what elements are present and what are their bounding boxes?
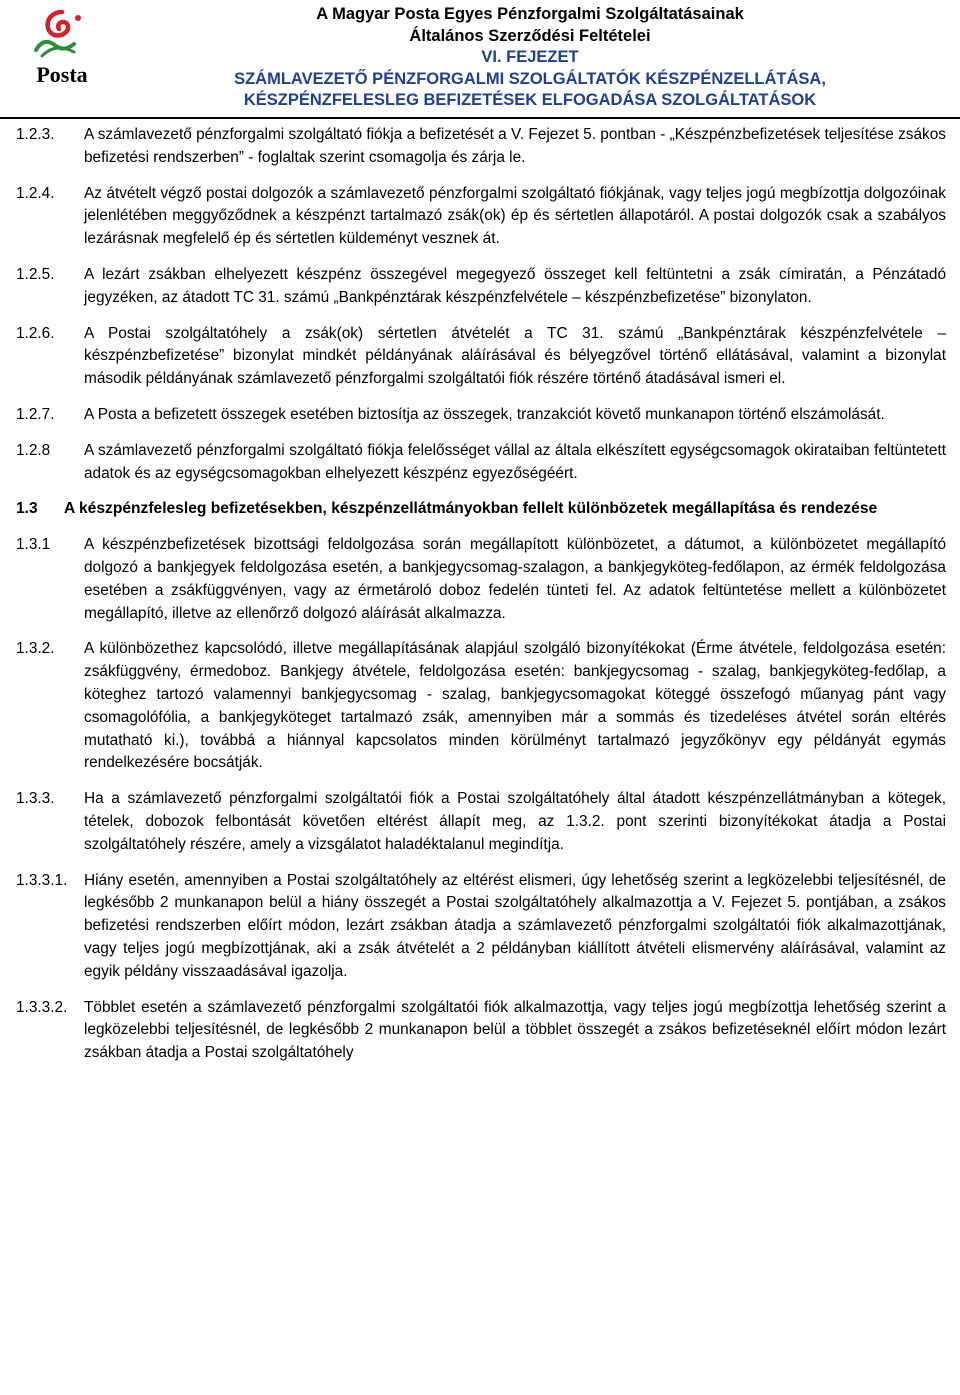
section-heading-1-3: [16, 498, 946, 521]
paragraph-number: 1.3.2.: [16, 640, 55, 658]
paragraph-1-2-5: [16, 264, 946, 310]
paragraph-text: A számlavezető pénzforgalmi szolgáltató fiókja a befizetését a V. Fejezet 5. pontban - „Készpénzbefizetések teljesítése zsákos befizetési rendszerben” - foglaltak szerint csomagolja és zárja le.: [84, 126, 946, 166]
paragraph-1-3-2: [16, 638, 946, 775]
paragraph-text: Ha a számlavezető pénzforgalmi szolgáltatói fiók a Postai szolgáltatóhely által átadott készpénzellátmányban a kötegek, tételek, dobozok felbontását követően eltérést állapít meg, az 1.3.2. pont szerinti bizonyítékokat átadja a Postai szolgáltatóhely részére, amely a vizsgálatot haladéktalanul megindítja.: [84, 790, 946, 853]
paragraph-number: 1.2.6.: [16, 324, 55, 342]
paragraph-number: 1.3.3.2.: [16, 998, 68, 1016]
paragraph-1-3-3-1: [16, 870, 946, 984]
posta-logo: [22, 6, 102, 98]
paragraph-text: A készpénzbefizetések bizottsági feldolgozása során megállapított különbözetet, a dátumot, a különbözetet megállapító dolgozó a bankjegyek feldolgozása esetén, a bankjegycsomag-szalagon, a bankjegyköteg-fedőlapon, az érmék feldolgozása esetében a zsákfüggvényen, vagy az érmetároló doboz fedelén tünteti fel. Az adatok feltüntetése mellett a különbözetet megállapító, illetve az ellenőrző dolgozó aláírását alkalmazza.: [84, 536, 946, 622]
logo-text: Posta: [36, 62, 88, 87]
title-line-1: A Magyar Posta Egyes Pénzforgalmi Szolgáltatásainak: [316, 5, 744, 23]
page-title: [110, 4, 950, 112]
title-line-2: Általános Szerződési Feltételei: [409, 26, 651, 45]
paragraph-text: A Posta a befizetett összegek esetében biztosítja az összegek, tranzakciót követő munkanapon történő elszámolását.: [84, 405, 885, 423]
paragraph-number: 1.2.7.: [16, 405, 55, 423]
paragraph-text: Az átvételt végző postai dolgozók a számlavezető pénzforgalmi szolgáltató fiókjának, vagy teljes jogú megbízottja dolgozóinak jelenlétében meggyőződnek a készpénzt tartalmazó zsák(ok) ép és sértetlen állapotáról. A postai dolgozók csak a szabályos lezárásnak megfelelő ép és sértetlen küldeményt vesznek át.: [84, 184, 946, 248]
chapter-subtitle-1: SZÁMLAVEZETŐ PÉNZFORGALMI SZOLGÁLTATÓK KÉSZPÉNZELLÁTÁSA,: [234, 69, 826, 88]
paragraph-text: Többlet esetén a számlavezető pénzforgalmi szolgáltatói fiók alkalmazottja, vagy teljes jogú megbízottja lehetőség szerint a legközelebbi teljesítésnél, de legkésőbb 2 munkanapon belül a többlet összegét a zsákos befizetéseknél előírt módon lezárt zsákban átadja a Postai szolgáltatóhely: [84, 998, 946, 1062]
paragraph-1-2-6: [16, 323, 946, 391]
paragraph-text: Hiány esetén, amennyiben a Postai szolgáltatóhely az eltérést elismeri, úgy lehetőség szerint a legközelebbi teljesítésnél, de legkésőbb 2 munkanapon belül a hiány összegét a Postai szolgáltatóhely alkalmazottja a V. Fejezet 5. pontjában, a zsákos befizetési rendszerben előírt módon, lezárt zsákban átadja a számlavezető pénzforgalmi szolgáltatói fiók alkalmazottjának, vagy teljes jogú megbízottjának, aki a zsák átvételét a 2 példányban kiállított átvételi elismervény aláírásával, valamint az egyik példány visszaadásával igazolja.: [84, 871, 946, 980]
section-number: 1.3: [16, 500, 38, 518]
paragraph-number: 1.2.5.: [16, 265, 55, 283]
paragraph-1-2-7: [16, 404, 946, 427]
paragraph-1-2-4: [16, 183, 946, 251]
section-title: A készpénzfelesleg befizetésekben, készpénzellátmányokban fellelt különbözetek megállapítása és rendezése: [64, 500, 878, 518]
document-body: [16, 124, 946, 1078]
chapter-subtitle-2: KÉSZPÉNZFELESLEG BEFIZETÉSEK ELFOGADÁSA SZOLGÁLTATÁSOK: [243, 91, 817, 109]
page-header: [0, 0, 960, 118]
paragraph-1-3-1: [16, 534, 946, 625]
paragraph-number: 1.3.3.: [16, 790, 55, 808]
paragraph-1-2-8: [16, 440, 946, 486]
paragraph-1-2-3: [16, 124, 946, 170]
paragraph-number: 1.2.8: [16, 441, 51, 459]
header-divider: [0, 117, 960, 119]
paragraph-text: A Postai szolgáltatóhely a zsák(ok) sértetlen átvételét a TC 31. számú „Bankpénztárak készpénzfelvétele – készpénzbefizetése” bizonylat mindkét példányának aláírásával és bélyegzővel történő ellátásával, valamint a bizonylat második példányának számlavezető pénzforgalmi szolgáltatói fiók részére történő átadásával ismeri el.: [84, 324, 946, 388]
paragraph-1-3-3-2: [16, 997, 946, 1065]
paragraph-number: 1.3.3.1.: [16, 871, 68, 889]
posthorn-icon: [22, 6, 102, 66]
paragraph-text: A lezárt zsákban elhelyezett készpénz összegével megegyező összeget kell feltüntetni a zsák címiratán, a Pénzátadó jegyzéken, az átadott TC 31. számú „Bankpénztárak készpénzfelvétele – készpénzbefizetése” bizonylaton.: [84, 265, 946, 306]
paragraph-text: A különbözethez kapcsolódó, illetve megállapításának alapjául szolgáló bizonyítékokat (Érme átvétele, feldolgozása esetén: zsákfüggvény, érmedoboz. Bankjegy átvétele, feldolgozása esetén: bankjegycsomag - szalag, bankjegyköteg-fedőlap, a köteghez tartozó valamennyi bankjegycsomag - szalag, bankjegycsomagokat köteggé összefogó műanyag pánt vagy csomagolófólia, a bankjegyköteget tartalmazó zsák, amennyiben már a sommás és tizedeléses átvétel során eltérés mutatható ki.), továbbá a hiánnyal kapcsolatos minden körülményt tartalmazó jegyzőkönyv egy példányát egymás rendelkezésére bocsátják.: [84, 640, 946, 772]
paragraph-number: 1.3.1: [16, 536, 51, 554]
chapter-title: VI. FEJEZET: [481, 48, 579, 66]
paragraph-number: 1.2.3.: [16, 126, 55, 143]
paragraph-1-3-3: [16, 788, 946, 856]
paragraph-number: 1.2.4.: [16, 184, 55, 202]
paragraph-text: A számlavezető pénzforgalmi szolgáltató fiókja felelősséget vállal az általa elkészített egységcsomagok okirataiban feltüntetett adatok és az egységcsomagokban elhelyezett készpénz egyezőségéért.: [84, 441, 946, 482]
